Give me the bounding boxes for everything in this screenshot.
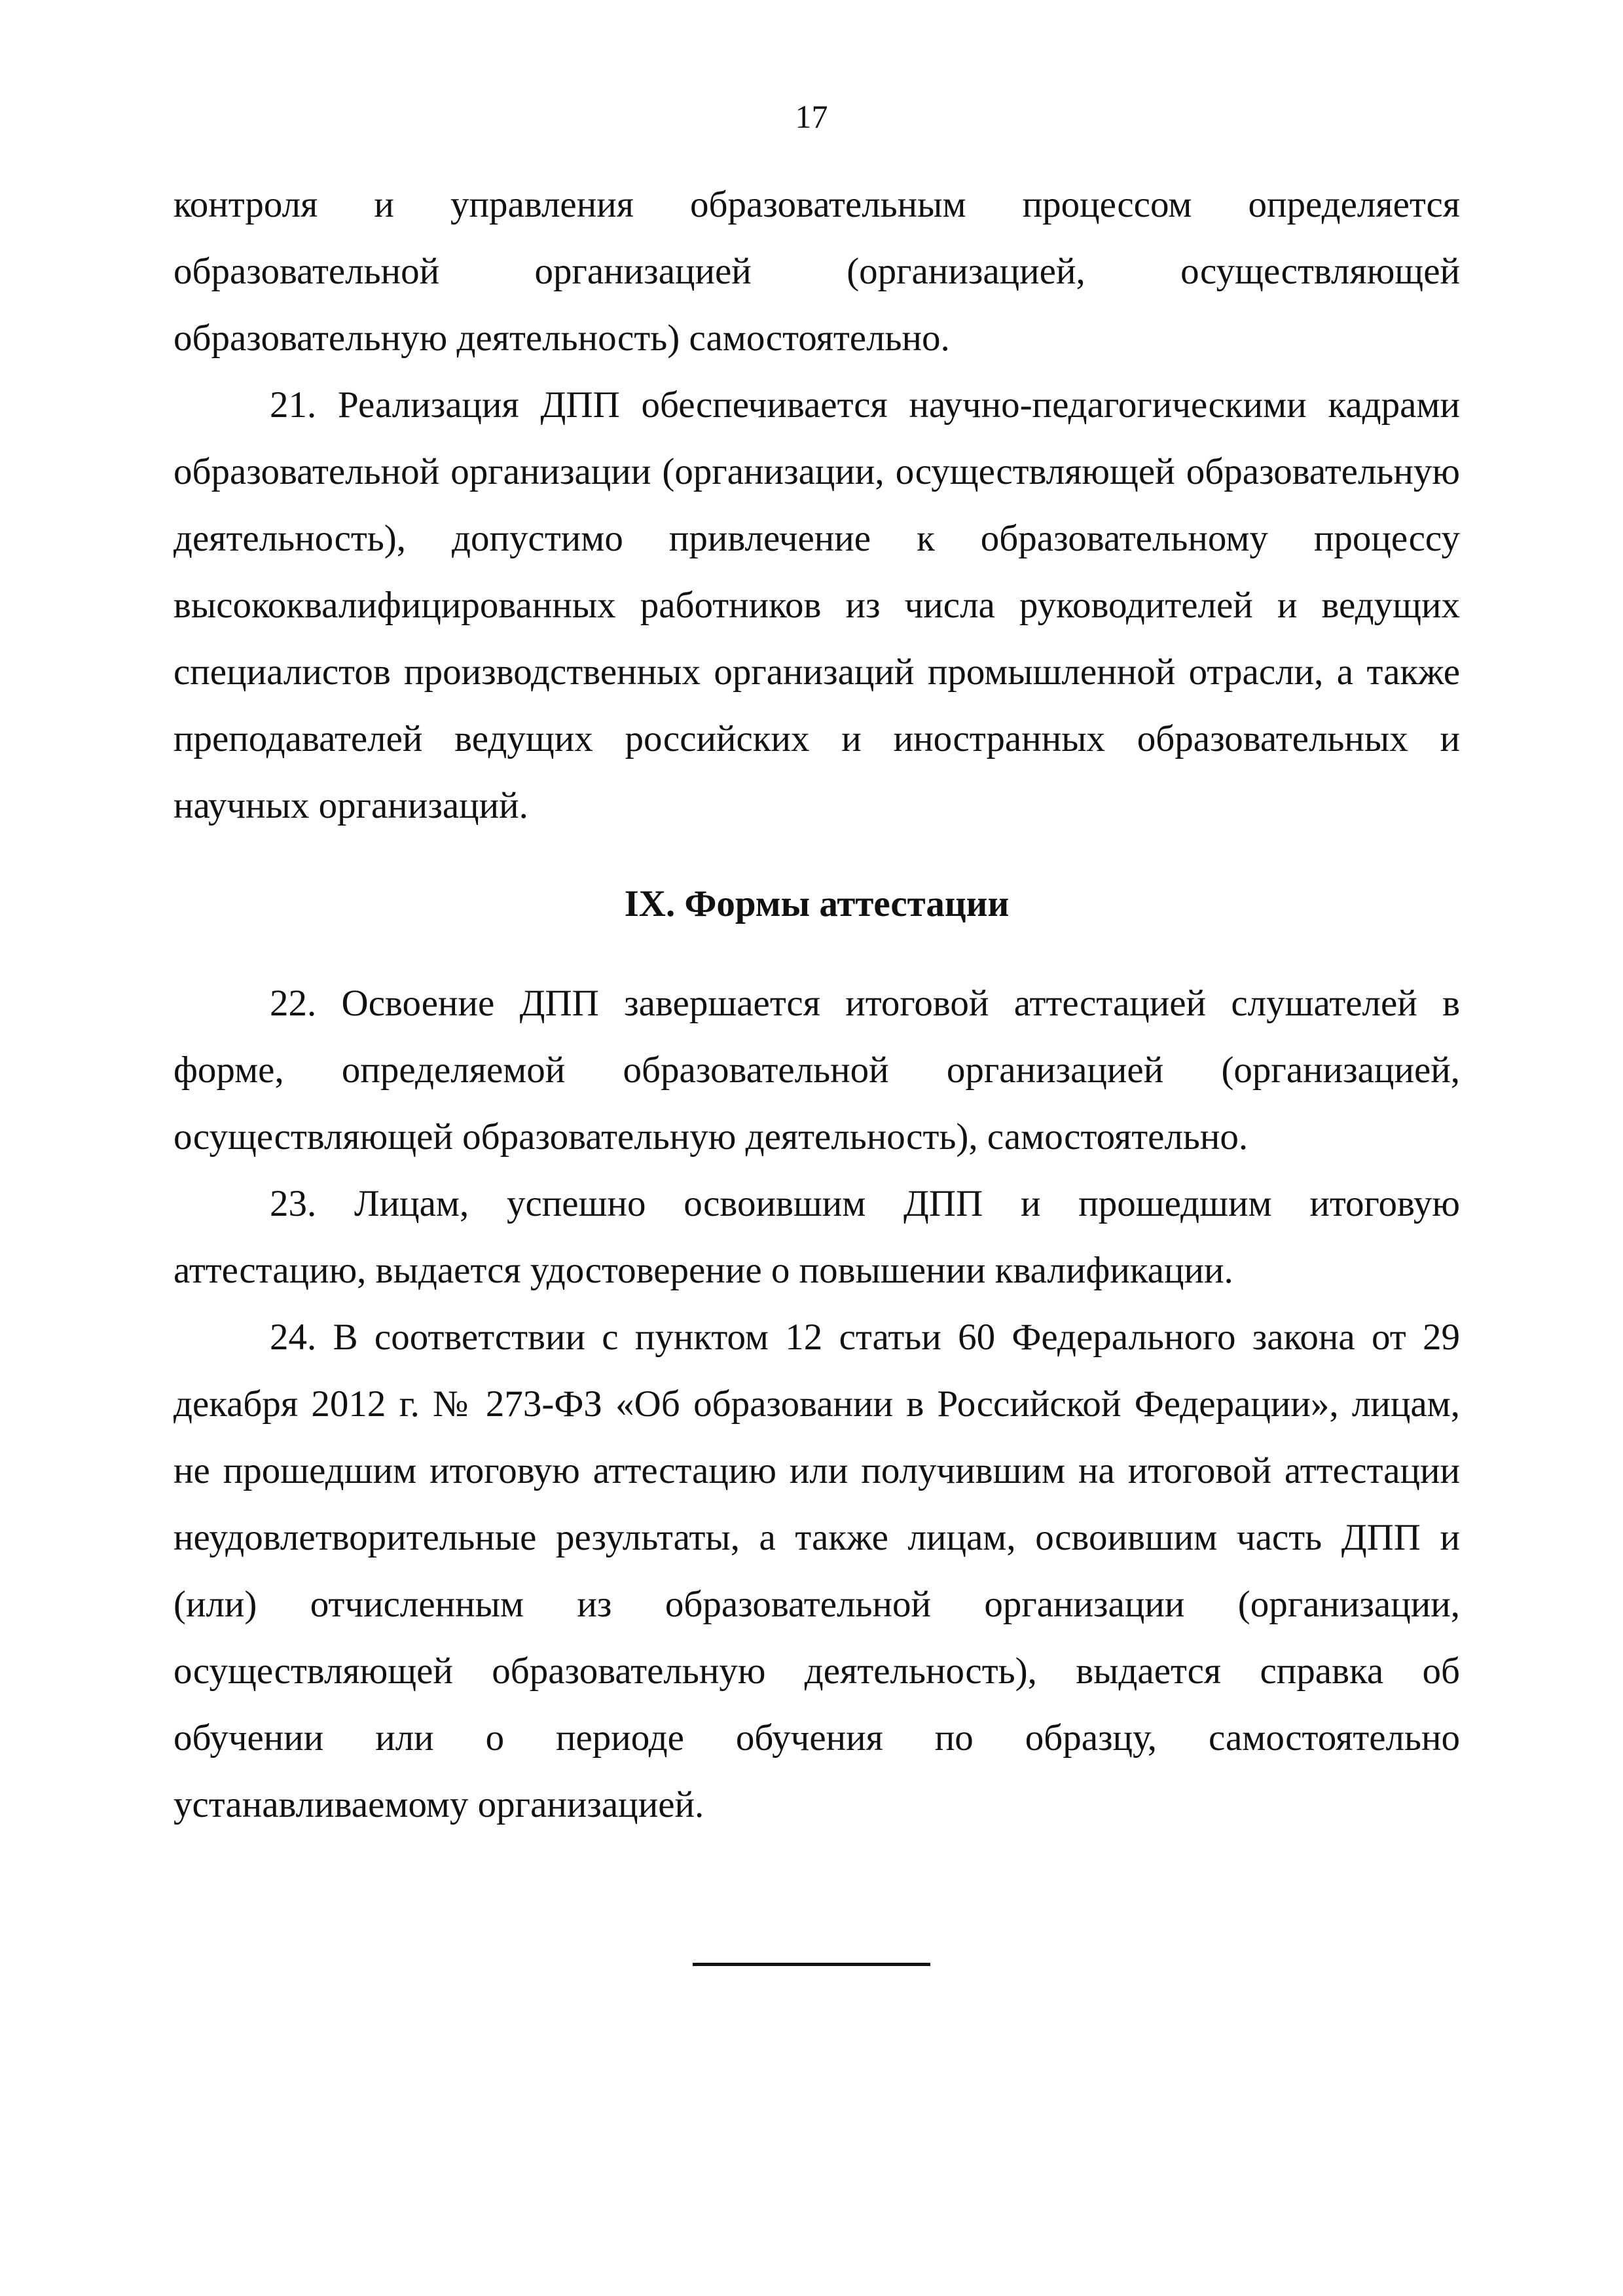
paragraph-23: 23. Лицам, успешно освоившим ДПП и прошедшим итоговую аттестацию, выдается удостоверение о повышении квалификации. [173, 1183, 1460, 1291]
paragraph-24: 24. В соответствии с пунктом 12 статьи 60 Федерального закона от 29 декабря 2012 г. № 273-ФЗ «Об образовании в Российской Федерации», лицам, не прошедшим итоговую аттестацию или получившим на итоговой аттестации неудовлетворительные результаты, а также лицам, освоившим часть ДПП и (или) отчисленным из образовательной организации (организации, осуществляющей образовательную деятельность), выдается справка об обучении или о периоде обучения по образцу, самостоятельно устанавливаемому организацией. [173, 1317, 1460, 1825]
section-heading: IX. Формы аттестации [624, 883, 1010, 924]
paragraph-21: 21. Реализация ДПП обеспечивается научно-педагогическими кадрами образовательной организации (организации, осуществляющей образовательную деятельность), допустимо привлечение к образовательному процессу высококвалифицированных работников из числа руководителей и ведущих специалистов производственных организаций промышленной отрасли, а также преподавателей ведущих российских и иностранных образовательных и научных организаций. [173, 384, 1460, 826]
paragraph-22: 22. Освоение ДПП завершается итоговой аттестацией слушателей в форме, определяемой образовательной организацией (организацией, осуществляющей образовательную деятельность), самостоятельно. [173, 983, 1460, 1157]
document-body [173, 172, 1460, 1838]
end-of-document-rule [693, 1963, 930, 1966]
paragraph-continuation: контроля и управления образовательным процессом определяется образовательной организацией (организацией, осуществляющей образовательную деятельность) самостоятельно. [173, 184, 1460, 359]
page-number: 17 [795, 98, 828, 135]
